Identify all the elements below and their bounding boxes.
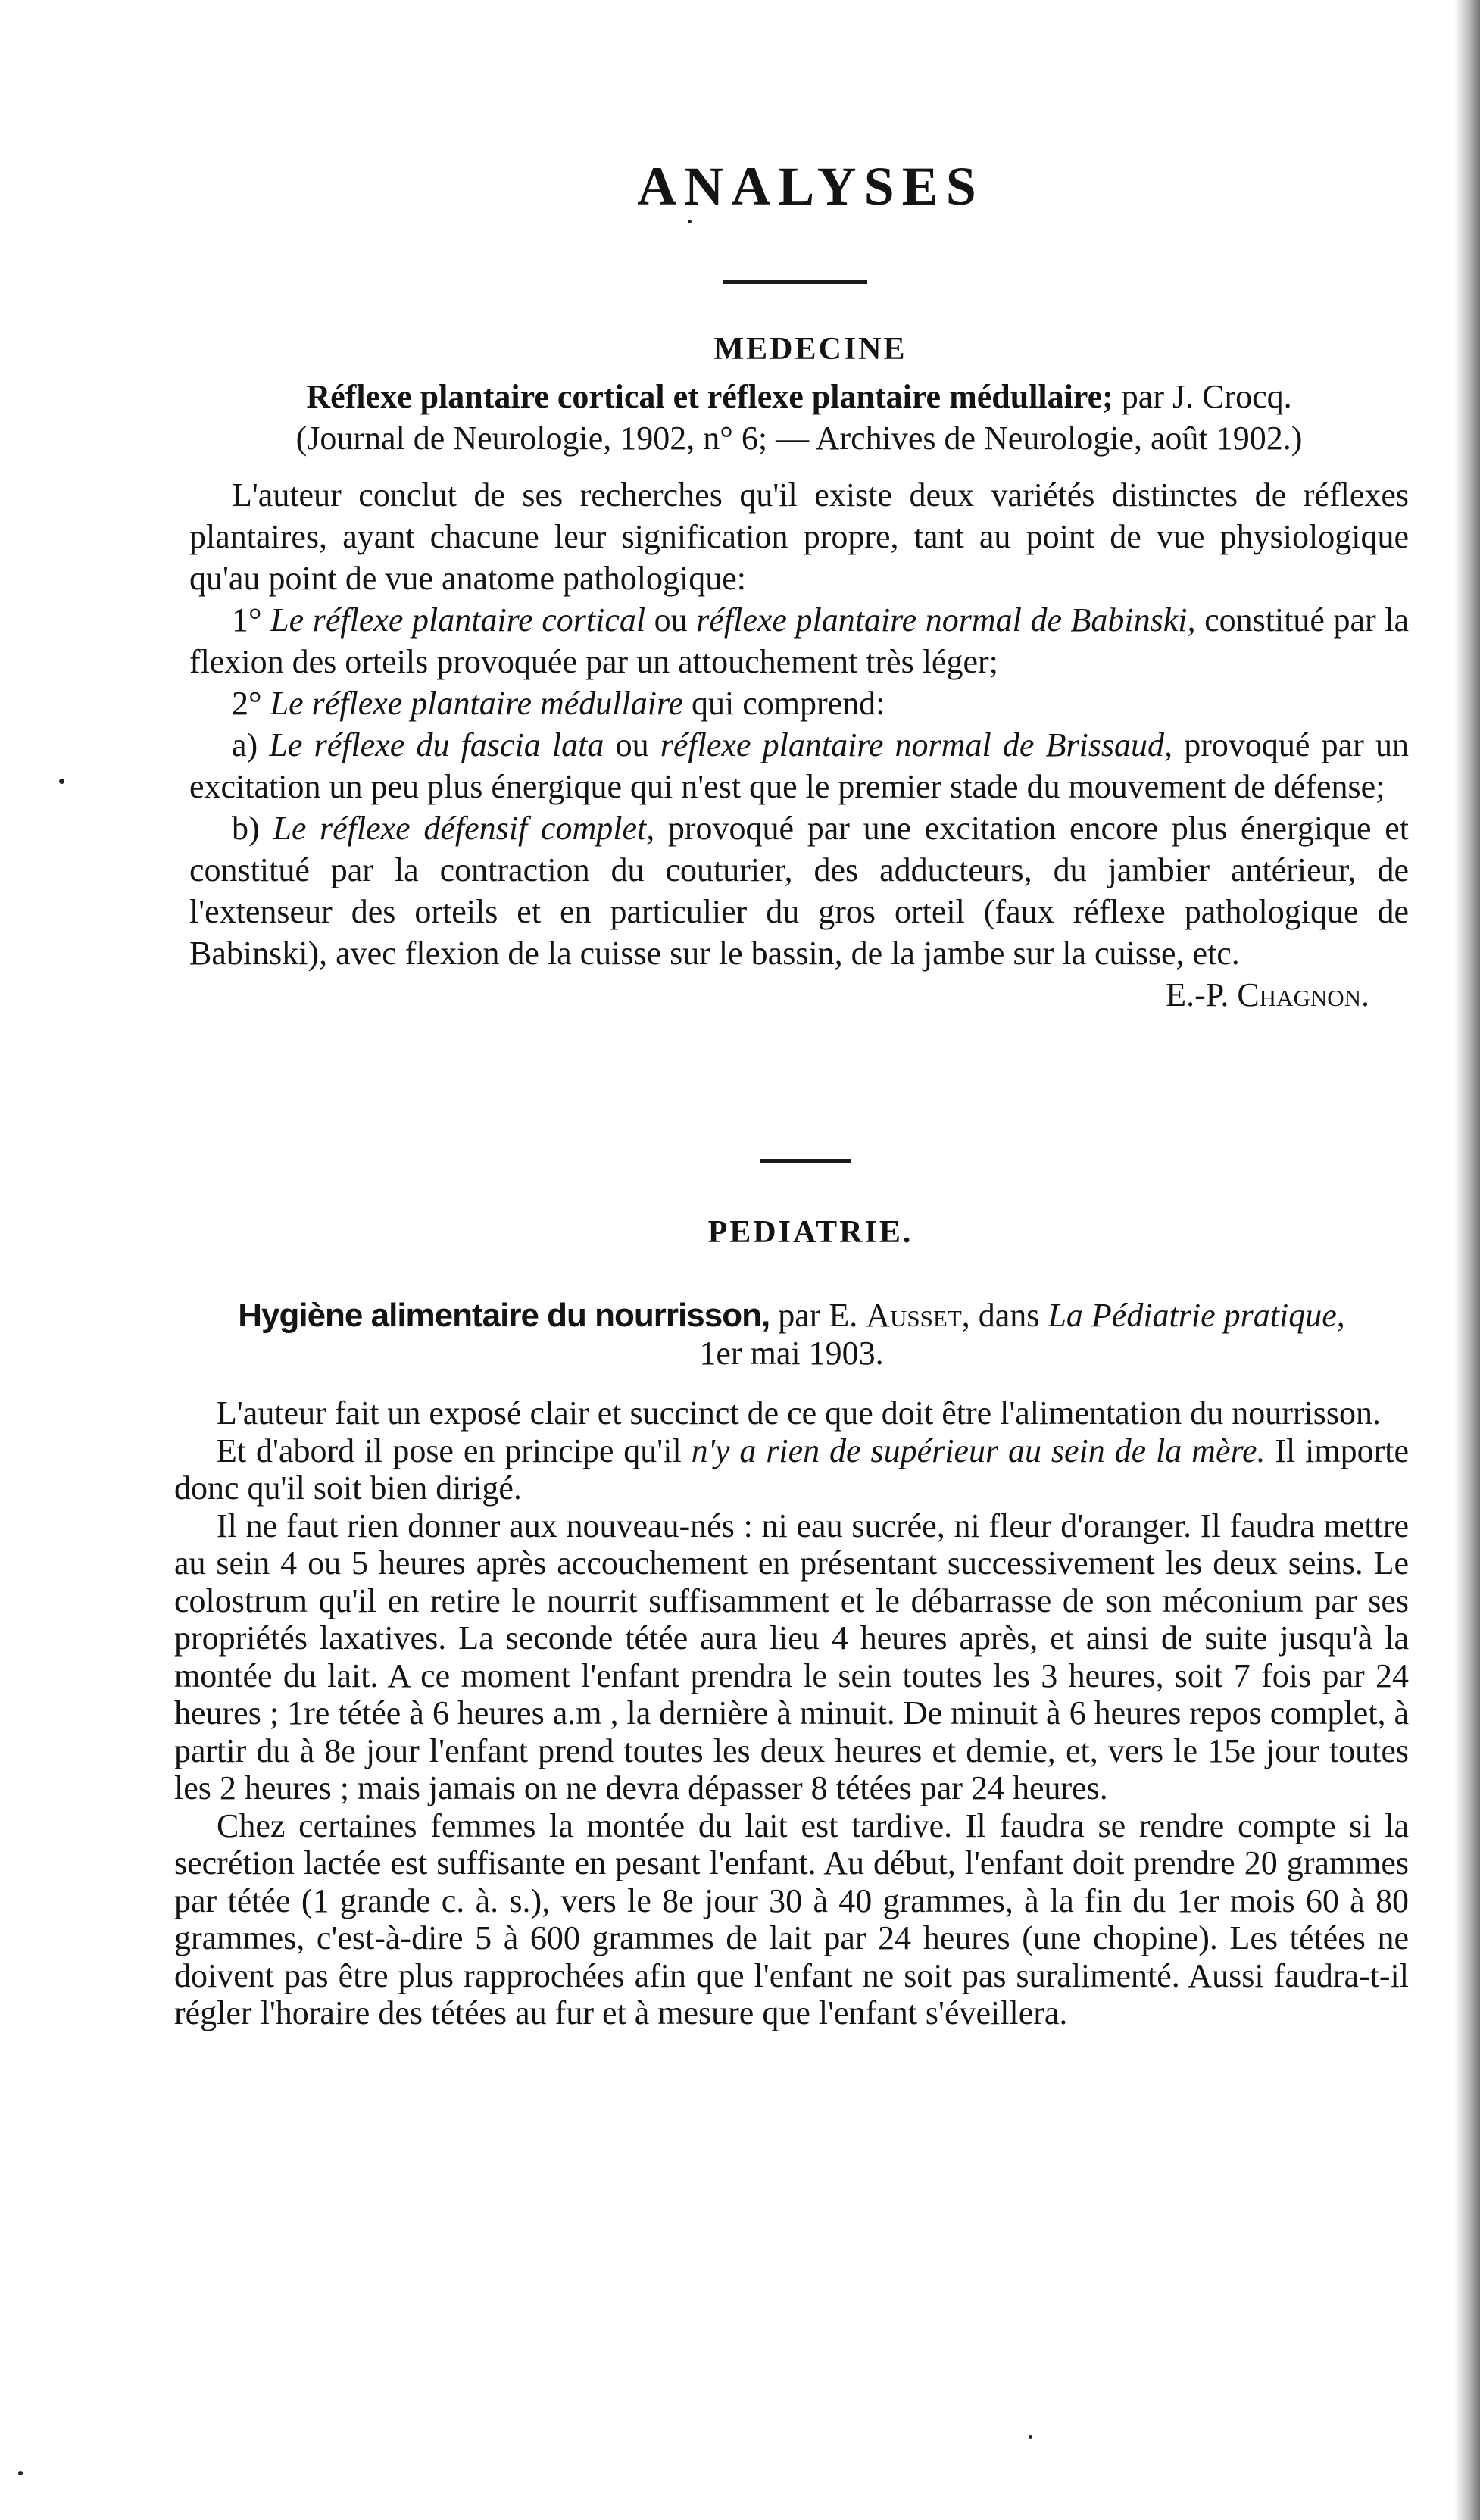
list-item-label: a) (232, 726, 270, 763)
list-item-text: provoqué par un excitation un peu plus énergique qui n'est que le premier stade du mouvement de défense; (189, 726, 1409, 805)
article-byline: par J. Crocq. (1113, 378, 1292, 415)
paragraph-2 (174, 1432, 1409, 1507)
term: Le réflexe plantaire cortical (270, 601, 646, 639)
pediatrie-section (174, 1297, 1409, 2032)
term: Le réflexe du fascia lata (269, 726, 604, 763)
term: Le réflexe défensif complet, (273, 810, 655, 847)
paragraph-3: Il ne faut rien donner aux nouveau-nés : ni eau sucrée, ni fleur d'oranger. Il faudra mettre au sein 4 ou 5 heures après accouchement en présentant successivement les deux seins. Le colostrum qu'il en retire le nourrit suffisamment et le débarrasse de son méconium par ses propriétés laxatives. La seconde tétée aura lieu 4 heures après, et ainsi de suite jusqu'à la montée du lait. A ce moment l'enfant prendra le sein toutes les 3 heures, soit 7 fois par 24 heures ; 1re tétée à 6 heures a.m , la dernière à minuit. De minuit à 6 heures repos complet, à partir du à 8e jour l'enfant prend toutes les deux heures et demie, et, vers le 15e jour toutes les 2 heures ; mais jamais on ne devra dépasser 8 tétées par 24 heures. (174, 1507, 1409, 1806)
article-title: Hygiène alimentaire du nourrisson, (238, 1297, 770, 1334)
article-title: Réflexe plantaire cortical et réflexe plantaire médullaire; (306, 378, 1113, 415)
ink-speck (18, 2471, 23, 2475)
list-item-number: 2° (232, 685, 270, 722)
connector: ou (604, 726, 660, 763)
page-title: ANALYSES (637, 156, 984, 217)
ink-speck (688, 220, 692, 223)
ink-speck (59, 779, 64, 784)
list-item-label: b) (232, 810, 273, 847)
paragraph-text: Et d'abord il pose en principe qu'il (217, 1432, 692, 1469)
term: réflexe plantaire normal de Babinski, (696, 601, 1196, 639)
signature-name: Chagnon. (1237, 976, 1369, 1013)
scan-gutter-shadow (1454, 0, 1480, 2520)
article-byline: par E. (770, 1297, 866, 1334)
article-author: Ausset (866, 1297, 962, 1334)
list-item-number: 1° (232, 601, 271, 639)
list-item-1 (189, 599, 1409, 682)
list-item-text: constitué par la flexion des orteils provoquée par un attouchement très léger; (189, 601, 1410, 680)
article-date: 1er mai 1903. (699, 1334, 884, 1372)
article-header-reflexe (189, 376, 1409, 417)
title-rule (723, 280, 867, 284)
article-header-hygiene (174, 1297, 1409, 1335)
connector: ou (645, 601, 697, 639)
emphasis: n'y a rien de supérieur au sein de la mère. (691, 1432, 1266, 1469)
list-item-a (189, 724, 1409, 807)
paragraph-4: Chez certaines femmes la montée du lait est tardive. Il faudra se rendre compte si la secrétion lactée est suffisante en pesant l'enfant. Au début, l'enfant doit prendre 20 grammes par tétée (1 grande c. à. s.), vers le 8e jour 30 à 40 grammes, à la fin du 1er mois 60 à 80 grammes, c'est-à-dire 5 à 600 grammes de lait par 24 heures (une chopine). Les tétées ne doivent pas être plus rapprochées afin que l'enfant ne soit pas suralimenté. Aussi faudra-t-il régler l'horaire des tétées au fur et à mesure que l'enfant s'éveillera. (174, 1806, 1409, 2031)
list-item-b (189, 807, 1409, 974)
list-item-text: qui comprend: (683, 685, 885, 722)
paragraph-intro: L'auteur conclut de ses recherches qu'il existe deux variétés distinctes de réflexes plantaires, ayant chacune leur signification propre, tant au point de vue physiologique qu'au point de vue anatome pathologique: (189, 476, 1409, 597)
author-signature (189, 974, 1409, 1016)
section-heading-medecine: MEDECINE (713, 332, 907, 367)
paragraph-1: L'auteur fait un exposé clair et succinct de ce que doit être l'alimentation du nourrisson. (217, 1394, 1381, 1432)
signature-initials: E.-P. (1166, 976, 1238, 1013)
medecine-section (189, 376, 1409, 1016)
article-citation: (Journal de Neurologie, 1902, n° 6; — Archives de Neurologie, août 1902.) (295, 420, 1303, 457)
list-item-text: provoqué par une excitation encore plus énergique et constitué par la contraction du couturier, des adducteurs, du jambier antérieur, de l'extenseur des orteils et en particulier du gros orteil (faux réflexe pathologique de Babinski), avec flexion de la cuisse sur le bassin, de la jambe sur la cuisse, etc. (189, 810, 1410, 972)
article-journal: La Pédiatrie pratique, (1048, 1297, 1345, 1334)
ink-speck (1029, 2435, 1032, 2439)
section-separator-rule (760, 1159, 851, 1163)
term: réflexe plantaire normal de Brissaud, (660, 726, 1173, 763)
term: Le réflexe plantaire médullaire (270, 685, 683, 722)
list-item-2 (189, 682, 1409, 724)
paragraph-text: Il importe donc qu'il soit bien dirigé. (174, 1432, 1410, 1507)
article-byline: , dans (961, 1297, 1048, 1334)
section-heading-pediatrie: PEDIATRIE. (707, 1215, 913, 1250)
